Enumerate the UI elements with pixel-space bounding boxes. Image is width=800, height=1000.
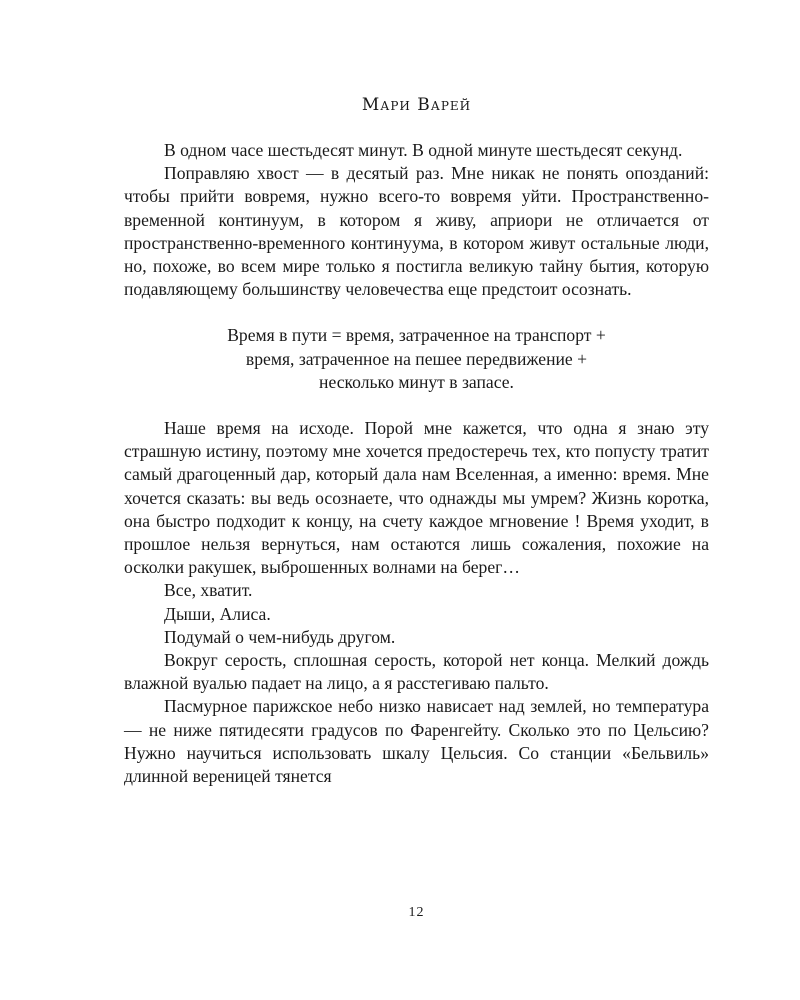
running-head: Мари Варей (361, 95, 472, 115)
paragraph-7: Вокруг серость, сплошная серость, которой нет конца. Мелкий дождь влажной вуалью падает на лицо, а я расстегиваю пальто. (124, 650, 709, 694)
formula-line-1: Время в пути = время, затраченное на транспорт + (227, 325, 606, 346)
paragraph-6: Подумай о чем-нибудь другом. (164, 626, 396, 647)
formula-line-2: время, затраченное на пешее передвижение + (245, 348, 588, 369)
paragraph-2: Поправляю хвост — в десятый раз. Мне никак не понять опозданий: чтобы прийти вовремя, нужно всего-то вовремя уйти. Пространственно-временной континуум, в котором я живу, априори не отличается от пространственно-временного континуума, в котором живут остальные люди, но, похоже, во всем мире только я постигла великую тайну бытия, которую подавляющему большинству человечества еще предстоит осознать. (124, 163, 709, 300)
formula-block (124, 324, 709, 394)
formula-line-3: несколько минут в запасе. (319, 371, 514, 392)
page-number: 12 (408, 905, 425, 920)
paragraph-1: В одном часе шестьдесят минут. В одной минуте шестьдесят секунд. (164, 140, 683, 160)
paragraph-4: Все, хватит. (164, 580, 253, 601)
body-text (124, 139, 709, 788)
paragraph-8: Пасмурное парижское небо низко нависает над землей, но температура — не ниже пятидесяти градусов по Фаренгейту. Сколько это по Цельсию? Нужно научиться использовать шкалу Цельсия. Со станции «Бельвиль» длинной вереницей тянется (124, 696, 709, 787)
paragraph-3: Наше время на исходе. Порой мне кажется, что одна я знаю эту страшную истину, поэтому мне хочется предостеречь тех, кто попусту тратит самый драгоценный дар, который дала нам Вселенная, а именно: время. Мне хочется сказать: вы ведь осознаете, что однажды мы умрем? Жизнь коротка, она быстро подходит к концу, на счету каждое мгновение ! Время уходит, в прошлое нельзя вернуться, нам остаются лишь сожаления, похожие на осколки ракушек, выброшенных волнами на берег… (124, 418, 709, 578)
paragraph-5: Дыши, Алиса. (164, 603, 271, 624)
book-page (124, 0, 709, 1000)
